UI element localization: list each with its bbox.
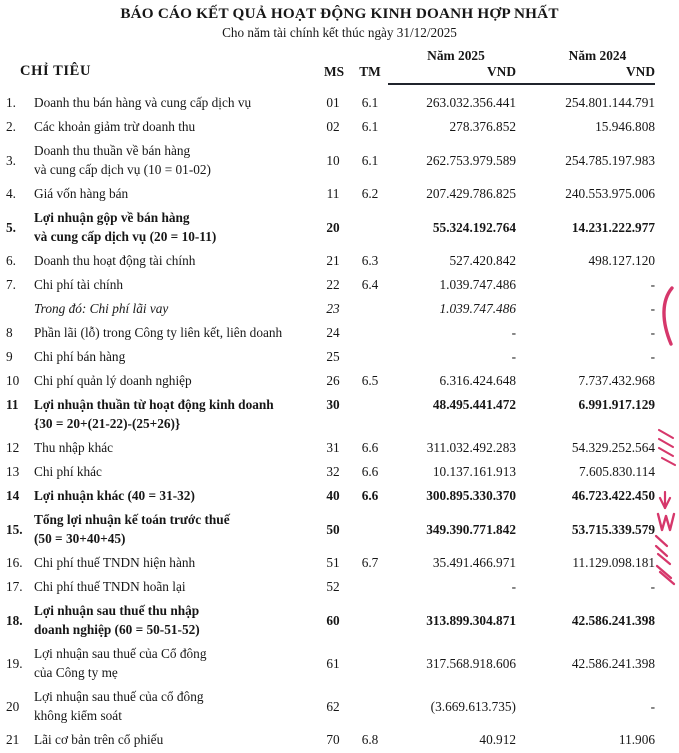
row-ms-code: 10 [326, 153, 340, 168]
row-ms-code: 23 [326, 301, 340, 316]
row-value-2024: 240.553.975.006 [565, 186, 655, 201]
row-ms-code: 21 [326, 253, 340, 268]
row-number: 10 [6, 373, 20, 388]
table-row [0, 370, 679, 394]
row-label-line2: doanh nghiệp (60 = 50-51-52) [34, 622, 200, 637]
row-tm-note: 6.6 [361, 440, 379, 455]
row-label-line1: Chi phí tài chính [34, 277, 124, 292]
row-ms-code: 30 [326, 397, 340, 412]
row-number: 11 [6, 397, 19, 412]
table-row [0, 322, 679, 346]
row-label-line1: Chi phí thuế TNDN hiện hành [34, 555, 196, 570]
row-label-line1: Chi phí thuế TNDN hoãn lại [34, 579, 186, 594]
row-label [34, 275, 316, 294]
row-value-2025: 207.429.786.825 [426, 186, 516, 201]
row-value-2024: 11.906 [618, 732, 655, 747]
row-value-2025: 263.032.356.441 [426, 95, 516, 110]
row-value-2024: 15.946.808 [595, 119, 655, 134]
row-ms-code: 32 [326, 464, 340, 479]
page-title: BÁO CÁO KẾT QUẢ HOẠT ĐỘNG KINH DOANH HỢP NHẤT [120, 5, 559, 22]
row-value-2025: 48.495.441.472 [432, 397, 516, 412]
row-tm-note: 6.2 [361, 186, 379, 201]
row-number: 5. [6, 220, 16, 235]
table-row [0, 116, 679, 140]
row-value-2025: - [511, 325, 516, 340]
row-ms-code: 60 [326, 613, 340, 628]
row-number: 14 [6, 488, 20, 503]
row-label-line1: Các khoản giảm trừ doanh thu [34, 119, 196, 134]
row-value-2024: 11.129.098.181 [572, 555, 655, 570]
row-tm-note: 6.4 [361, 277, 379, 292]
row-label-line1: Lợi nhuận sau thuế của Cổ đông [34, 646, 207, 661]
row-label [34, 299, 316, 318]
row-number: 9 [6, 349, 13, 364]
row-ms-code: 51 [326, 555, 340, 570]
row-value-2025: 317.568.918.606 [426, 656, 516, 671]
row-label-line2: không kiểm soát [34, 708, 122, 723]
row-label-line1: Lợi nhuận gộp về bán hàng [34, 210, 190, 225]
row-number: 17. [6, 579, 23, 594]
row-number: 18. [6, 613, 23, 628]
row-label [34, 601, 316, 639]
row-number: 19. [6, 656, 23, 671]
row-value-2024: 254.785.197.983 [565, 153, 655, 168]
table-row [0, 729, 679, 753]
row-value-2024: 53.715.339.579 [571, 522, 655, 537]
row-value-2025: 262.753.979.589 [426, 153, 516, 168]
row-value-2025: 313.899.304.871 [426, 613, 516, 628]
row-label [34, 251, 316, 270]
row-value-2024: 498.127.120 [588, 253, 655, 268]
row-label-line1: Lợi nhuận sau thuế thu nhập [34, 603, 200, 618]
row-value-2024: 6.991.917.129 [578, 397, 655, 412]
table-row [0, 552, 679, 576]
row-value-2024: 42.586.241.398 [571, 656, 655, 671]
row-value-2024: 46.723.422.450 [571, 488, 655, 503]
row-value-2024: 7.737.432.968 [578, 373, 655, 388]
row-ms-code: 20 [326, 220, 340, 235]
table-row [0, 250, 679, 274]
row-label-line1: Giá vốn hàng bán [34, 186, 129, 201]
row-value-2025: - [511, 349, 516, 364]
row-number: 8 [6, 325, 13, 340]
row-value-2024: - [650, 325, 655, 340]
row-label [34, 347, 316, 366]
row-number: 16. [6, 555, 23, 570]
column-header-year-2024: Năm 2024 [568, 48, 627, 63]
table-row [0, 600, 679, 643]
row-number: 21 [6, 732, 20, 747]
table-row [0, 298, 679, 322]
column-header-indicator: CHỈ TIÊU [20, 63, 92, 79]
row-value-2024: - [650, 301, 655, 316]
row-ms-code: 24 [326, 325, 340, 340]
row-ms-code: 22 [326, 277, 340, 292]
row-value-2025: 55.324.192.764 [432, 220, 516, 235]
title-block [0, 4, 679, 41]
row-value-2024: 14.231.222.977 [571, 220, 655, 235]
row-label [34, 553, 316, 572]
table-row [0, 92, 679, 116]
table-body [0, 92, 679, 753]
row-value-2025: 1.039.747.486 [439, 301, 516, 316]
row-ms-code: 40 [326, 488, 340, 503]
row-value-2025: 527.420.842 [449, 253, 516, 268]
table-row [0, 140, 679, 183]
row-ms-code: 01 [326, 95, 340, 110]
row-label [34, 462, 316, 481]
row-label-line2: {30 = 20+(21-22)-(25+26)} [34, 416, 181, 431]
row-number: 6. [6, 253, 16, 268]
table-row [0, 346, 679, 370]
row-label [34, 208, 316, 246]
row-value-2025: 300.895.330.370 [426, 488, 516, 503]
row-ms-code: 25 [326, 349, 340, 364]
row-ms-code: 62 [326, 699, 340, 714]
row-tm-note: 6.3 [361, 253, 379, 268]
row-ms-code: 50 [326, 522, 340, 537]
row-value-2025: 6.316.424.648 [439, 373, 516, 388]
row-number: 12 [6, 440, 20, 455]
row-ms-code: 31 [326, 440, 340, 455]
table-row [0, 394, 679, 437]
row-value-2024: 254.801.144.791 [565, 95, 655, 110]
column-header-tm: TM [359, 64, 381, 79]
row-label-line1: Lợi nhuận sau thuế của cổ đông [34, 689, 204, 704]
row-label [34, 141, 316, 179]
row-number: 13 [6, 464, 20, 479]
row-label-line1: Tổng lợi nhuận kế toán trước thuế [34, 512, 230, 527]
row-label [34, 371, 316, 390]
row-label [34, 577, 316, 596]
row-value-2025: 311.032.492.283 [426, 440, 516, 455]
row-label-line1: Thu nhập khác [34, 440, 114, 455]
table-row [0, 576, 679, 600]
row-number: 7. [6, 277, 16, 292]
row-tm-note: 6.6 [361, 488, 379, 503]
column-header-year-2025-unit: VND [486, 64, 516, 79]
row-tm-note: 6.7 [361, 555, 379, 570]
row-label-line2: và cung cấp dịch vụ (20 = 10-11) [34, 229, 217, 244]
row-value-2024: - [650, 579, 655, 594]
row-value-2025: 1.039.747.486 [439, 277, 516, 292]
row-value-2024: - [650, 349, 655, 364]
row-label [34, 687, 316, 725]
row-label-line1: Doanh thu hoạt động tài chính [34, 253, 196, 268]
page-subtitle: Cho năm tài chính kết thúc ngày 31/12/2025 [222, 25, 457, 40]
row-label [34, 644, 316, 682]
row-value-2025: 278.376.852 [449, 119, 516, 134]
row-label-line1: Doanh thu bán hàng và cung cấp dịch vụ [34, 95, 252, 110]
row-ms-code: 61 [326, 656, 340, 671]
row-label-line1: Phần lãi (lỗ) trong Công ty liên kết, liên doanh [34, 325, 283, 340]
row-label [34, 730, 316, 749]
row-value-2025: 35.491.466.971 [432, 555, 516, 570]
row-number: 4. [6, 186, 16, 201]
row-tm-note: 6.6 [361, 464, 379, 479]
column-header-ms: MS [323, 64, 345, 79]
row-label-line1: Chi phí quản lý doanh nghiệp [34, 373, 192, 388]
table-row [0, 207, 679, 250]
row-label-line1: Lợi nhuận thuần từ hoạt động kinh doanh [34, 397, 274, 412]
row-label [34, 184, 316, 203]
table-row [0, 643, 679, 686]
column-header-year-2024-unit: VND [625, 64, 655, 79]
row-label [34, 93, 316, 112]
table-row [0, 183, 679, 207]
row-label [34, 486, 316, 505]
row-tm-note: 6.5 [361, 373, 379, 388]
row-value-2025: 40.912 [479, 732, 516, 747]
row-label-line1: Chi phí khác [34, 464, 102, 479]
row-ms-code: 70 [326, 732, 340, 747]
row-value-2024: - [650, 699, 655, 714]
table-header [0, 46, 679, 88]
table-row [0, 437, 679, 461]
row-label-line1: Lợi nhuận khác (40 = 31-32) [34, 488, 195, 503]
row-label-line2: và cung cấp dịch vụ (10 = 01-02) [34, 162, 211, 177]
row-label [34, 323, 316, 342]
row-value-2025: - [511, 579, 516, 594]
row-ms-code: 02 [326, 119, 340, 134]
table-row [0, 461, 679, 485]
row-label [34, 438, 316, 457]
row-label [34, 117, 316, 136]
row-number: 15. [6, 522, 23, 537]
row-label-line1: Chi phí bán hàng [34, 349, 126, 364]
row-number: 3. [6, 153, 16, 168]
row-number: 2. [6, 119, 16, 134]
row-value-2024: 54.329.252.564 [571, 440, 655, 455]
row-label-line1: Lãi cơ bản trên cổ phiếu [34, 732, 164, 747]
row-value-2025: 10.137.161.913 [432, 464, 516, 479]
row-tm-note: 6.1 [361, 119, 379, 134]
row-label-line2: (50 = 30+40+45) [34, 531, 126, 546]
row-number: 20 [6, 699, 20, 714]
row-label [34, 510, 316, 548]
row-label-line1: Trong đó: Chi phí lãi vay [34, 301, 169, 316]
row-number: 1. [6, 95, 16, 110]
row-value-2025: 349.390.771.842 [426, 522, 516, 537]
table-row [0, 485, 679, 509]
row-tm-note: 6.1 [361, 95, 379, 110]
row-tm-note: 6.1 [361, 153, 379, 168]
table-row [0, 686, 679, 729]
row-value-2024: 7.605.830.114 [579, 464, 655, 479]
row-label [34, 395, 316, 433]
row-ms-code: 52 [326, 579, 340, 594]
row-tm-note: 6.8 [361, 732, 379, 747]
row-ms-code: 26 [326, 373, 340, 388]
table-row [0, 274, 679, 298]
row-value-2024: 42.586.241.398 [571, 613, 655, 628]
table-row [0, 509, 679, 552]
row-value-2025: (3.669.613.735) [430, 699, 516, 714]
column-header-year-2025: Năm 2025 [427, 48, 485, 63]
row-value-2024: - [650, 277, 655, 292]
header-rule [388, 83, 655, 85]
row-ms-code: 11 [326, 186, 340, 201]
row-label-line2: của Công ty mẹ [34, 665, 118, 680]
row-label-line1: Doanh thu thuần về bán hàng [34, 143, 191, 158]
